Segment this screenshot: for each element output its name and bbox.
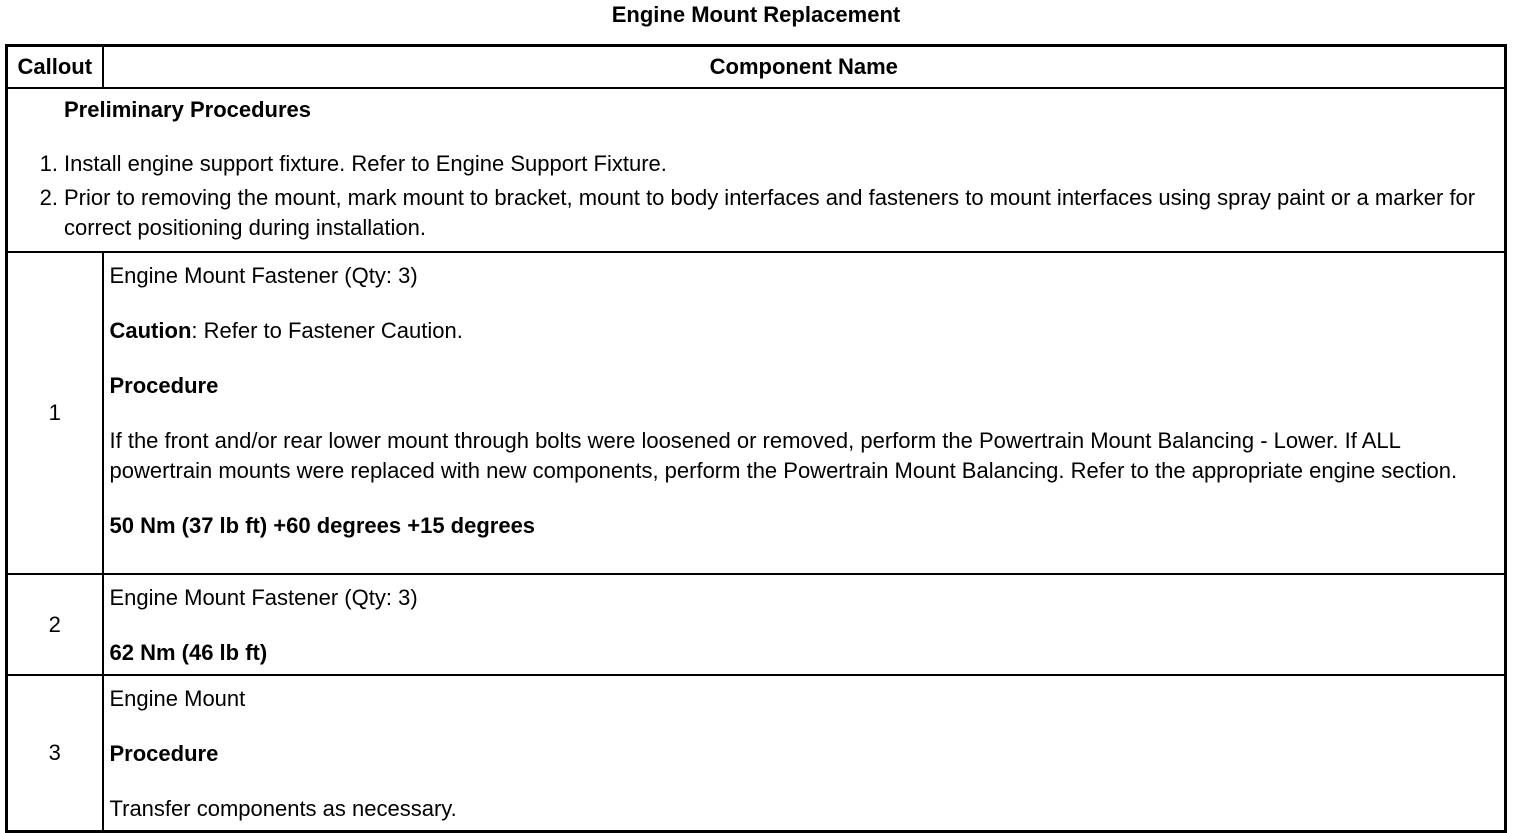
caution-line: [110, 316, 1499, 346]
step-number: 2.: [39, 185, 58, 210]
preliminary-cell: [7, 88, 1506, 252]
header-component-name: Component Name: [103, 46, 1506, 89]
preliminary-step: [18, 149, 1494, 179]
table-row: [7, 675, 1506, 832]
preliminary-heading: Preliminary Procedures: [64, 97, 312, 122]
callout-number: 3: [7, 675, 103, 832]
table-row: [7, 252, 1506, 574]
page-title: Engine Mount Replacement: [611, 2, 901, 27]
torque-spec: 62 Nm (46 lb ft): [109, 640, 268, 665]
step-number: 1.: [39, 151, 58, 176]
step-text: Prior to removing the mount, mark mount to bracket, mount to body interfaces and fasteners to mount interfaces using spray paint or a marker for correct positioning during installation.: [64, 185, 1476, 240]
caution-label: Caution: [109, 318, 192, 343]
procedure-text: Transfer components as necessary.: [109, 796, 457, 821]
component-name: Engine Mount Fastener (Qty: 3): [109, 585, 418, 610]
procedure-text: If the front and/or rear lower mount through bolts were loosened or removed, perform the Powertrain Mount Balancing - Lower. If ALL powertrain mounts were replaced with new components, perform the Powertrain Mount Balancing. Refer to the appropriate engine section.: [109, 428, 1458, 483]
step-text: Install engine support fixture. Refer to Engine Support Fixture.: [64, 151, 667, 176]
header-callout: Callout: [7, 46, 103, 89]
preliminary-row: [7, 88, 1506, 252]
torque-spec: 50 Nm (37 lb ft) +60 degrees +15 degrees: [109, 513, 536, 538]
component-cell: [103, 675, 1506, 832]
component-table: [5, 44, 1507, 833]
caution-text: : Refer to Fastener Caution.: [191, 318, 463, 343]
component-name: Engine Mount Fastener (Qty: 3): [109, 263, 418, 288]
component-cell: [103, 252, 1506, 574]
procedure-label: Procedure: [109, 373, 219, 398]
component-cell: [103, 574, 1506, 675]
table-row: [7, 574, 1506, 675]
preliminary-steps: [18, 149, 1494, 243]
table-header-row: [7, 46, 1506, 89]
component-name: Engine Mount: [109, 686, 246, 711]
procedure-label: Procedure: [109, 741, 219, 766]
callout-number: 2: [7, 574, 103, 675]
callout-number: 1: [7, 252, 103, 574]
preliminary-step: [18, 183, 1494, 243]
